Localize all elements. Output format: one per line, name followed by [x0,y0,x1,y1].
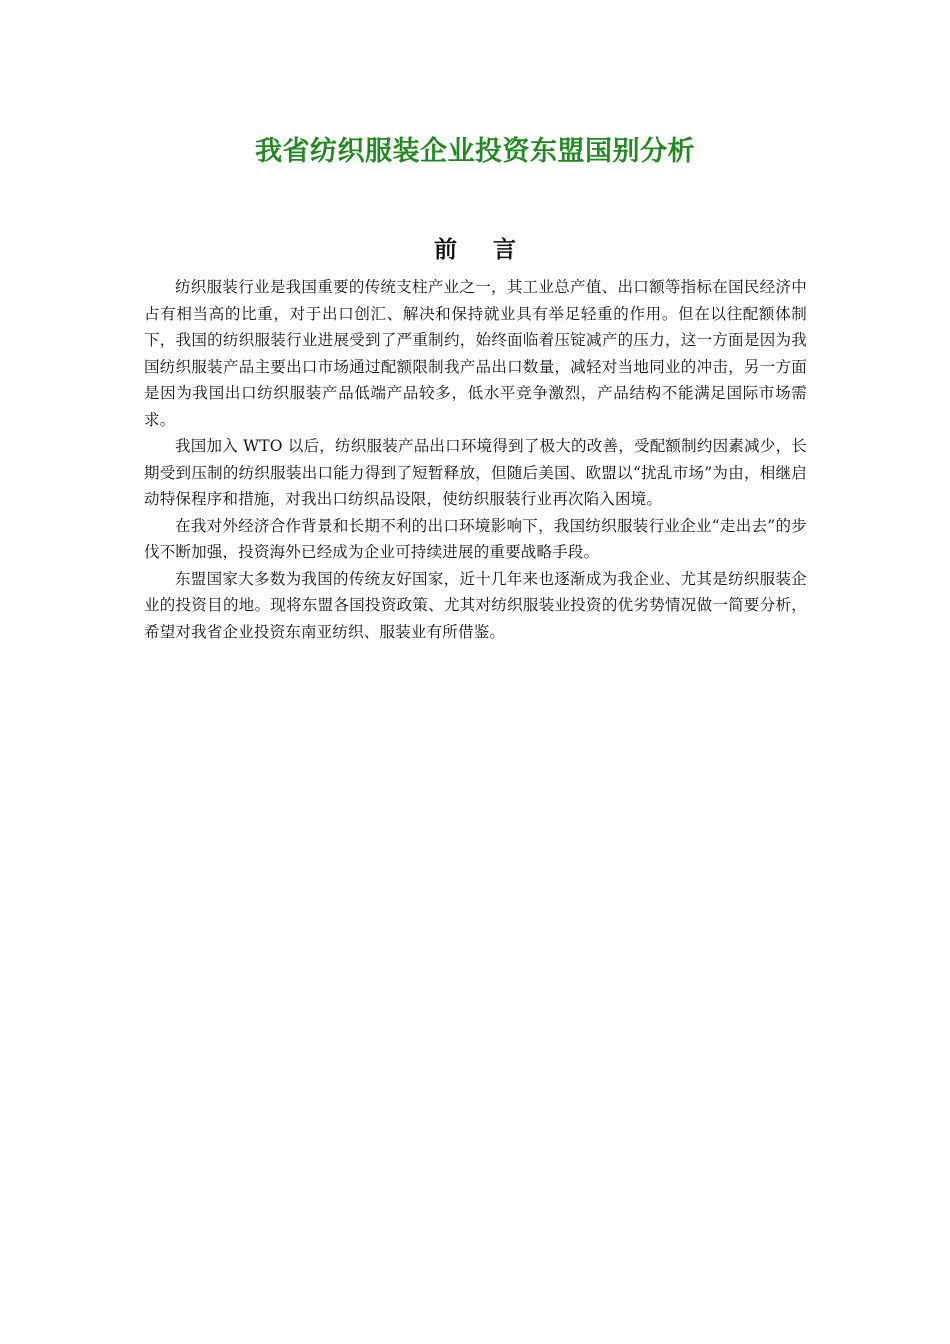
document-title: 我省纺织服装企业投资东盟国别分析 [255,136,695,167]
section-heading-preface: 前 言 [433,237,530,263]
paragraph: 东盟国家大多数为我国的传统友好国家，近十几年来也逐渐成为我企业、尤其是纺织服装企业的投资目的地。现将东盟各国投资政策、尤其对纺织服装业投资的优劣势情况做一简要分析，希望对我省企业投资东南亚纺织、服装业有所借鉴。 [144,569,807,641]
preface-body [144,274,807,645]
paragraph: 纺织服装行业是我国重要的传统支柱产业之一，其工业总产值、出口额等指标在国民经济中占有相当高的比重，对于出口创汇、解决和保持就业具有举足轻重的作用。但在以往配额体制下，我国的纺织服装行业进展受到了严重制约，始终面临着压锭减产的压力，这一方面是因为我国纺织服装产品主要出口市场通过配额限制我产品出口数量，减轻对当地同业的冲击，另一方面是因为我国出口纺织服装产品低端产品较多，低水平竞争激烈，产品结构不能满足国际市场需求。 [144,278,807,429]
paragraph: 我国加入 WTO 以后，纺织服装产品出口环境得到了极大的改善，受配额制约因素减少，长期受到压制的纺织服装出口能力得到了短暂释放，但随后美国、欧盟以“扰乱市场”为由，相继启动特保程序和措施，对我出口纺织品设限，使纺织服装行业再次陷入困境。 [144,437,807,508]
paragraph: 在我对外经济合作背景和长期不利的出口环境影响下，我国纺织服装行业企业“走出去”的步伐不断加强，投资海外已经成为企业可持续进展的重要战略手段。 [144,516,807,561]
